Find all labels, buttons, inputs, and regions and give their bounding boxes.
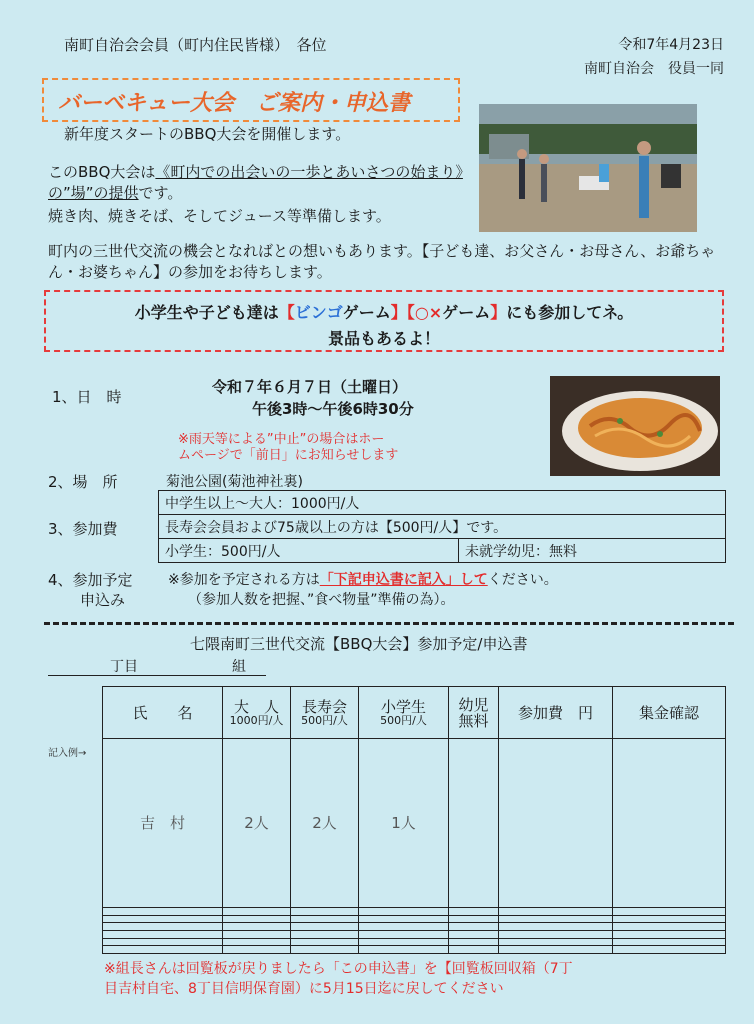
cell[interactable]: [223, 930, 291, 938]
cell[interactable]: [223, 938, 291, 946]
cell[interactable]: [613, 946, 726, 954]
fee-elementary: 小学生：500円/人: [159, 539, 459, 563]
title-box: [42, 78, 460, 122]
apply-label: 4、参加予定: [48, 571, 133, 589]
cell[interactable]: [449, 946, 499, 954]
example-fee: [499, 739, 613, 908]
cell[interactable]: [359, 923, 449, 931]
bracket-open: 【: [278, 303, 295, 322]
issue-date: 令和7年4月23日: [618, 37, 724, 53]
food-text: 焼き肉、焼きそば、そしてジュース等準備します。: [48, 207, 391, 225]
chome-label: 丁目: [110, 659, 138, 675]
apply-label-2: 申込み: [80, 591, 126, 609]
cell[interactable]: [103, 915, 223, 923]
game-word-2: ゲーム: [442, 303, 491, 322]
apply-highlight: 「下記申込書に記入」して: [319, 572, 488, 588]
example-name: 吉 村: [103, 739, 223, 908]
fee-senior: 長寿会会員および75歳以上の方は【500円/人】です。: [159, 515, 726, 539]
cell[interactable]: [613, 915, 726, 923]
organizer: 南町自治会 役員一同: [584, 61, 724, 77]
cell[interactable]: [359, 946, 449, 954]
cell[interactable]: [103, 938, 223, 946]
purpose-prefix: このBBQ大会は: [48, 163, 156, 181]
table-row: [103, 739, 726, 908]
cell[interactable]: [103, 923, 223, 931]
place-label: 2、場 所: [48, 473, 118, 491]
fee-adult: 中学生以上～大人：1000円/人: [159, 491, 726, 515]
maru-batsu: ○×: [414, 303, 443, 322]
cell[interactable]: [449, 938, 499, 946]
return-note-1: ※組長さんは回覧板が戻りましたら「この申込書」を【回覧板回収箱（7丁: [104, 961, 573, 977]
cell[interactable]: [613, 938, 726, 946]
table-row[interactable]: [103, 946, 726, 954]
cell[interactable]: [223, 923, 291, 931]
cell[interactable]: [103, 930, 223, 938]
cell[interactable]: [359, 930, 449, 938]
intro-text: 新年度スタートのBBQ大会を開催します。: [64, 125, 351, 143]
bingo-word: ビンゴ: [294, 303, 343, 322]
col-name: 氏 名: [103, 687, 223, 739]
cell[interactable]: [499, 946, 613, 954]
event-date: 令和７年６月７日（土曜日）: [212, 378, 408, 396]
chome-underline: [48, 675, 266, 676]
col-infant: 幼児 無料: [449, 687, 499, 739]
example-adult: 2人: [223, 739, 291, 908]
cut-line: [44, 622, 734, 625]
yakisoba-photo: [550, 376, 720, 476]
cell[interactable]: [223, 946, 291, 954]
kids-notice-line2: 景品もあるよ！: [327, 329, 440, 348]
recipient-line: 南町自治会会員（町内住民皆様） 各位: [64, 36, 327, 54]
apply-suffix: ください。: [487, 572, 558, 588]
form-title: 七隈南町三世代交流【BBQ大会】参加予定/申込書: [190, 635, 528, 653]
cell[interactable]: [291, 930, 359, 938]
kids-notice-box: [44, 290, 724, 352]
cell[interactable]: [359, 907, 449, 915]
table-row[interactable]: [103, 938, 726, 946]
table-row[interactable]: [103, 930, 726, 938]
cell[interactable]: [499, 923, 613, 931]
kids-notice-line1: [46, 300, 722, 323]
table-row[interactable]: [103, 915, 726, 923]
return-note-2: 目吉村自宅、8丁目信明保育園）に5月15日迄に戻してください: [104, 981, 504, 997]
cell[interactable]: [613, 923, 726, 931]
cell[interactable]: [499, 915, 613, 923]
col-fee: 参加費 円: [499, 687, 613, 739]
registration-table: [102, 686, 726, 954]
game-word-1: ゲーム: [342, 303, 391, 322]
cell[interactable]: [499, 930, 613, 938]
generations-text: 町内の三世代交流の機会となればとの想いもあります。【子ども達、お父さん・お母さん、お爺ちゃん・お婆ちゃん】の参加をお待ちします。: [48, 242, 716, 281]
example-confirm: [613, 739, 726, 908]
col-confirm: 集金確認: [613, 687, 726, 739]
table-row[interactable]: [103, 923, 726, 931]
purpose-text: [48, 162, 468, 204]
cell[interactable]: [223, 907, 291, 915]
bbq-photo: [479, 104, 697, 232]
cell[interactable]: [449, 915, 499, 923]
cell[interactable]: [291, 938, 359, 946]
purpose-suffix: です。: [138, 184, 183, 202]
cell[interactable]: [291, 915, 359, 923]
fee-preschool: 未就学幼児：無料: [459, 539, 726, 563]
bracket-close-2: 】: [490, 303, 507, 322]
event-time: 午後3時～午後6時30分: [252, 400, 414, 418]
table-row[interactable]: [103, 907, 726, 915]
cell[interactable]: [449, 923, 499, 931]
cell[interactable]: [291, 923, 359, 931]
cell[interactable]: [359, 938, 449, 946]
place-value: 菊池公園(菊池神社裏): [166, 474, 303, 490]
cell[interactable]: [499, 938, 613, 946]
fee-label: 3、参加費: [48, 520, 118, 538]
apply-instruction: [168, 569, 558, 589]
rain-note-2: ムページで「前日」にお知らせします: [178, 448, 399, 463]
cell[interactable]: [291, 946, 359, 954]
cell[interactable]: [223, 915, 291, 923]
cell[interactable]: [613, 907, 726, 915]
bracket-close: 】【: [390, 303, 415, 322]
example-elem: 1人: [359, 739, 449, 908]
col-adult: 大 人 1000円/人: [223, 687, 291, 739]
header-row: [103, 687, 726, 739]
cell[interactable]: [613, 930, 726, 938]
purpose-underlined: 《町内での出会いの一歩とあいさつの始まり》の”場”の提供: [48, 163, 463, 202]
example-senior: 2人: [291, 739, 359, 908]
example-infant: [449, 739, 499, 908]
date-label: 1、日 時: [52, 388, 122, 406]
page-title: バーベキュー大会 ご案内・申込書: [58, 91, 411, 116]
cell[interactable]: [499, 907, 613, 915]
cell[interactable]: [449, 907, 499, 915]
fee-table: [158, 490, 726, 563]
col-senior: 長寿会 500円/人: [291, 687, 359, 739]
cell[interactable]: [359, 915, 449, 923]
cell[interactable]: [291, 907, 359, 915]
col-elem: 小学生 500円/人: [359, 687, 449, 739]
cell[interactable]: [103, 946, 223, 954]
kids-prefix: 小学生や子ども達は: [134, 303, 279, 322]
cell[interactable]: [103, 907, 223, 915]
rain-note-1: ※雨天等による”中止”の場合はホー: [178, 432, 385, 447]
example-label: 記入例→: [48, 748, 87, 759]
cell[interactable]: [449, 930, 499, 938]
kids-suffix: にも参加してネ。: [506, 303, 634, 322]
apply-prefix: ※参加を予定される方は: [168, 572, 320, 588]
kumi-label: 組: [232, 659, 246, 675]
apply-reason: （参加人数を把握、”食べ物量”準備の為）。: [188, 592, 455, 608]
